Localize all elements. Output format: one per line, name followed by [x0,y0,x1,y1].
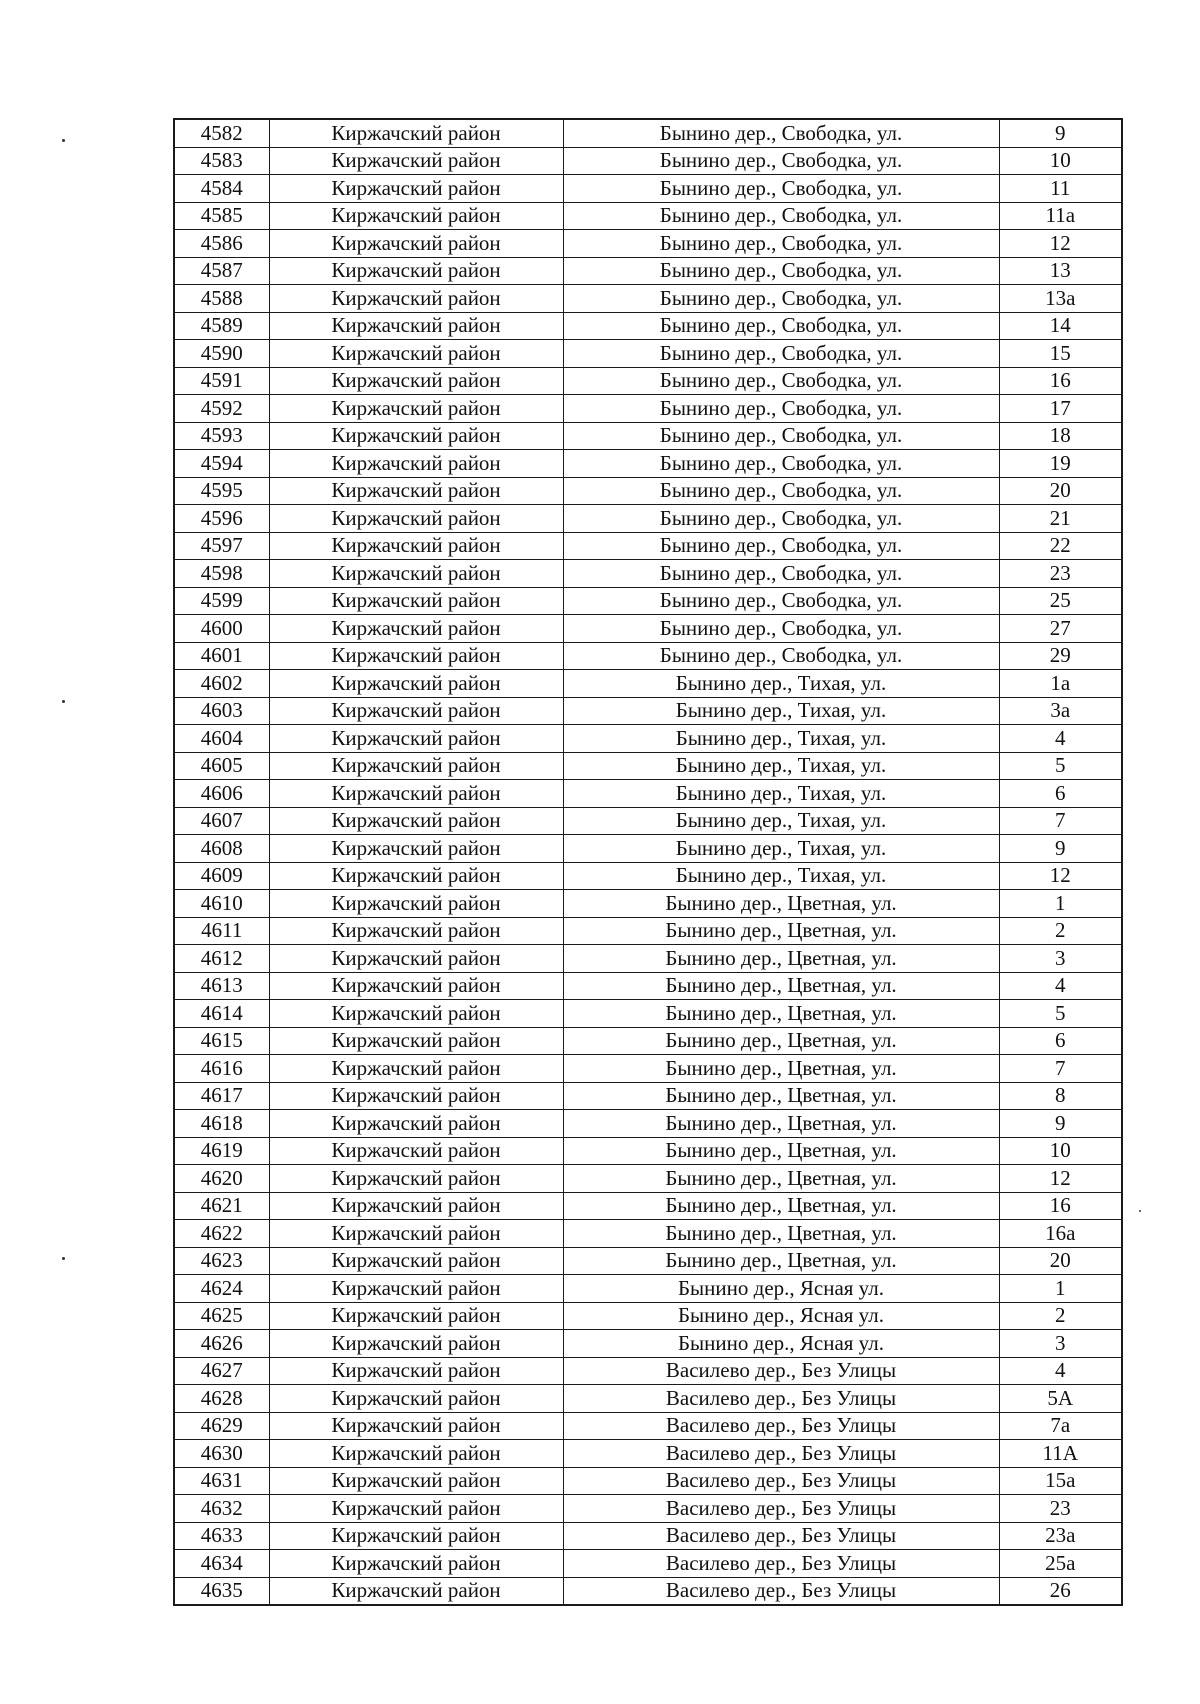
house-number-cell: 1а [999,670,1122,698]
house-number-cell: 4 [999,972,1122,1000]
row-number-cell: 4595 [174,477,269,505]
row-number-cell: 4627 [174,1357,269,1385]
table-row [174,367,1122,395]
table-row [174,1027,1122,1055]
address-cell: Бынино дер., Цветная, ул. [563,1192,999,1220]
address-cell: Бынино дер., Тихая, ул. [563,725,999,753]
table-row [174,119,1122,147]
district-cell: Киржачский район [269,1027,563,1055]
district-cell: Киржачский район [269,1357,563,1385]
district-cell: Киржачский район [269,1440,563,1468]
table-row [174,1082,1122,1110]
row-number-cell: 4624 [174,1275,269,1303]
district-cell: Киржачский район [269,422,563,450]
address-cell: Бынино дер., Свободка, ул. [563,147,999,175]
scan-speck [1139,1210,1141,1212]
address-cell: Бынино дер., Цветная, ул. [563,945,999,973]
table-row [174,422,1122,450]
house-number-cell: 1 [999,890,1122,918]
address-cell: Василево дер., Без Улицы [563,1357,999,1385]
row-number-cell: 4630 [174,1440,269,1468]
house-number-cell: 3 [999,945,1122,973]
district-cell: Киржачский район [269,945,563,973]
row-number-cell: 4590 [174,340,269,368]
table-row [174,1192,1122,1220]
house-number-cell: 12 [999,230,1122,258]
house-number-cell: 29 [999,642,1122,670]
district-cell: Киржачский район [269,862,563,890]
house-number-cell: 25 [999,587,1122,615]
address-cell: Бынино дер., Тихая, ул. [563,780,999,808]
row-number-cell: 4618 [174,1110,269,1138]
row-number-cell: 4622 [174,1220,269,1248]
house-number-cell: 22 [999,532,1122,560]
house-number-cell: 4 [999,1357,1122,1385]
house-number-cell: 17 [999,395,1122,423]
district-cell: Киржачский район [269,477,563,505]
table-row [174,835,1122,863]
table-row [174,615,1122,643]
row-number-cell: 4617 [174,1082,269,1110]
table-row [174,972,1122,1000]
table-row [174,285,1122,313]
district-cell: Киржачский район [269,972,563,1000]
table-row [174,752,1122,780]
row-number-cell: 4621 [174,1192,269,1220]
row-number-cell: 4626 [174,1330,269,1358]
table-row [174,560,1122,588]
house-number-cell: 10 [999,147,1122,175]
table-row [174,890,1122,918]
house-number-cell: 5 [999,1000,1122,1028]
table-row [174,1165,1122,1193]
address-cell: Бынино дер., Свободка, ул. [563,450,999,478]
district-cell: Киржачский район [269,587,563,615]
house-number-cell: 11 [999,175,1122,203]
house-number-cell: 11а [999,202,1122,230]
table-row [174,1000,1122,1028]
table-row [174,1247,1122,1275]
row-number-cell: 4607 [174,807,269,835]
address-cell: Бынино дер., Свободка, ул. [563,285,999,313]
district-cell: Киржачский район [269,1220,563,1248]
district-cell: Киржачский район [269,1165,563,1193]
address-cell: Бынино дер., Ясная ул. [563,1275,999,1303]
row-number-cell: 4615 [174,1027,269,1055]
house-number-cell: 20 [999,477,1122,505]
house-number-cell: 7 [999,807,1122,835]
row-number-cell: 4613 [174,972,269,1000]
house-number-cell: 10 [999,1137,1122,1165]
house-number-cell: 5 [999,752,1122,780]
row-number-cell: 4605 [174,752,269,780]
row-number-cell: 4635 [174,1577,269,1605]
table-row [174,1440,1122,1468]
district-cell: Киржачский район [269,285,563,313]
district-cell: Киржачский район [269,340,563,368]
address-cell: Бынино дер., Цветная, ул. [563,890,999,918]
house-number-cell: 16 [999,367,1122,395]
table-row [174,1467,1122,1495]
address-cell: Бынино дер., Цветная, ул. [563,1165,999,1193]
row-number-cell: 4584 [174,175,269,203]
house-number-cell: 18 [999,422,1122,450]
table-row [174,395,1122,423]
house-number-cell: 1 [999,1275,1122,1303]
address-cell: Бынино дер., Свободка, ул. [563,615,999,643]
table-row [174,1522,1122,1550]
row-number-cell: 4619 [174,1137,269,1165]
district-cell: Киржачский район [269,780,563,808]
house-number-cell: 7а [999,1412,1122,1440]
table-row [174,807,1122,835]
table-row [174,1385,1122,1413]
address-cell: Бынино дер., Свободка, ул. [563,367,999,395]
district-cell: Киржачский район [269,1577,563,1605]
house-number-cell: 14 [999,312,1122,340]
address-cell: Бынино дер., Цветная, ул. [563,1110,999,1138]
table-row [174,340,1122,368]
address-cell: Бынино дер., Свободка, ул. [563,230,999,258]
address-cell: Василево дер., Без Улицы [563,1440,999,1468]
address-cell: Бынино дер., Цветная, ул. [563,1027,999,1055]
district-cell: Киржачский район [269,230,563,258]
address-cell: Бынино дер., Свободка, ул. [563,257,999,285]
house-number-cell: 16а [999,1220,1122,1248]
address-cell: Бынино дер., Свободка, ул. [563,505,999,533]
house-number-cell: 12 [999,862,1122,890]
address-cell: Бынино дер., Свободка, ул. [563,642,999,670]
address-cell: Бынино дер., Свободка, ул. [563,587,999,615]
district-cell: Киржачский район [269,147,563,175]
address-cell: Бынино дер., Свободка, ул. [563,202,999,230]
table-row [174,230,1122,258]
house-number-cell: 5А [999,1385,1122,1413]
table-row [174,1137,1122,1165]
row-number-cell: 4602 [174,670,269,698]
table-row [174,532,1122,560]
house-number-cell: 8 [999,1082,1122,1110]
table-row [174,147,1122,175]
house-number-cell: 2 [999,917,1122,945]
address-cell: Бынино дер., Цветная, ул. [563,972,999,1000]
table-row [174,862,1122,890]
row-number-cell: 4603 [174,697,269,725]
table-row [174,1412,1122,1440]
district-cell: Киржачский район [269,312,563,340]
address-cell: Бынино дер., Свободка, ул. [563,477,999,505]
house-number-cell: 3 [999,1330,1122,1358]
row-number-cell: 4582 [174,119,269,147]
table-row [174,1055,1122,1083]
address-cell: Василево дер., Без Улицы [563,1495,999,1523]
row-number-cell: 4620 [174,1165,269,1193]
district-cell: Киржачский район [269,807,563,835]
house-number-cell: 13 [999,257,1122,285]
district-cell: Киржачский район [269,175,563,203]
address-cell: Бынино дер., Свободка, ул. [563,422,999,450]
district-cell: Киржачский район [269,1137,563,1165]
district-cell: Киржачский район [269,890,563,918]
house-number-cell: 9 [999,119,1122,147]
house-number-cell: 4 [999,725,1122,753]
house-number-cell: 25а [999,1550,1122,1578]
district-cell: Киржачский район [269,367,563,395]
house-number-cell: 23 [999,1495,1122,1523]
address-cell: Бынино дер., Ясная ул. [563,1302,999,1330]
address-cell: Бынино дер., Тихая, ул. [563,862,999,890]
row-number-cell: 4609 [174,862,269,890]
row-number-cell: 4606 [174,780,269,808]
row-number-cell: 4614 [174,1000,269,1028]
table-row [174,477,1122,505]
house-number-cell: 6 [999,1027,1122,1055]
house-number-cell: 9 [999,835,1122,863]
table-row [174,780,1122,808]
district-cell: Киржачский район [269,615,563,643]
house-number-cell: 13а [999,285,1122,313]
row-number-cell: 4597 [174,532,269,560]
address-cell: Бынино дер., Тихая, ул. [563,697,999,725]
address-cell: Василево дер., Без Улицы [563,1577,999,1605]
district-cell: Киржачский район [269,257,563,285]
row-number-cell: 4593 [174,422,269,450]
address-cell: Бынино дер., Свободка, ул. [563,532,999,560]
row-number-cell: 4612 [174,945,269,973]
row-number-cell: 4598 [174,560,269,588]
table-row [174,945,1122,973]
district-cell: Киржачский район [269,752,563,780]
table-row [174,670,1122,698]
address-cell: Бынино дер., Свободка, ул. [563,560,999,588]
table-row [174,1357,1122,1385]
district-cell: Киржачский район [269,917,563,945]
address-cell: Василево дер., Без Улицы [563,1385,999,1413]
table-row [174,725,1122,753]
table-row [174,450,1122,478]
address-table-body [174,119,1122,1605]
row-number-cell: 4634 [174,1550,269,1578]
address-cell: Бынино дер., Цветная, ул. [563,1247,999,1275]
house-number-cell: 19 [999,450,1122,478]
district-cell: Киржачский район [269,1192,563,1220]
district-cell: Киржачский район [269,1467,563,1495]
district-cell: Киржачский район [269,395,563,423]
district-cell: Киржачский район [269,725,563,753]
district-cell: Киржачский район [269,1055,563,1083]
row-number-cell: 4589 [174,312,269,340]
house-number-cell: 9 [999,1110,1122,1138]
table-row [174,1220,1122,1248]
house-number-cell: 6 [999,780,1122,808]
district-cell: Киржачский район [269,1302,563,1330]
house-number-cell: 21 [999,505,1122,533]
table-row [174,587,1122,615]
table-row [174,1495,1122,1523]
district-cell: Киржачский район [269,1000,563,1028]
house-number-cell: 16 [999,1192,1122,1220]
district-cell: Киржачский район [269,1550,563,1578]
table-row [174,1275,1122,1303]
address-cell: Бынино дер., Цветная, ул. [563,1220,999,1248]
district-cell: Киржачский район [269,1385,563,1413]
scan-speck [62,700,65,703]
address-cell: Бынино дер., Цветная, ул. [563,1055,999,1083]
district-cell: Киржачский район [269,1082,563,1110]
address-cell: Бынино дер., Цветная, ул. [563,1137,999,1165]
row-number-cell: 4585 [174,202,269,230]
row-number-cell: 4594 [174,450,269,478]
row-number-cell: 4592 [174,395,269,423]
address-cell: Бынино дер., Ясная ул. [563,1330,999,1358]
row-number-cell: 4628 [174,1385,269,1413]
address-cell: Василево дер., Без Улицы [563,1412,999,1440]
table-row [174,1110,1122,1138]
table-row [174,175,1122,203]
house-number-cell: 23а [999,1522,1122,1550]
house-number-cell: 20 [999,1247,1122,1275]
district-cell: Киржачский район [269,697,563,725]
table-row [174,1330,1122,1358]
address-cell: Василево дер., Без Улицы [563,1467,999,1495]
row-number-cell: 4632 [174,1495,269,1523]
district-cell: Киржачский район [269,202,563,230]
scan-speck [62,139,65,142]
address-cell: Бынино дер., Тихая, ул. [563,670,999,698]
row-number-cell: 4631 [174,1467,269,1495]
house-number-cell: 15а [999,1467,1122,1495]
row-number-cell: 4591 [174,367,269,395]
address-cell: Бынино дер., Цветная, ул. [563,1082,999,1110]
house-number-cell: 12 [999,1165,1122,1193]
row-number-cell: 4611 [174,917,269,945]
address-cell: Бынино дер., Свободка, ул. [563,175,999,203]
district-cell: Киржачский район [269,450,563,478]
table-row [174,505,1122,533]
district-cell: Киржачский район [269,1275,563,1303]
district-cell: Киржачский район [269,119,563,147]
house-number-cell: 15 [999,340,1122,368]
address-cell: Бынино дер., Тихая, ул. [563,835,999,863]
district-cell: Киржачский район [269,1522,563,1550]
address-cell: Василево дер., Без Улицы [563,1522,999,1550]
district-cell: Киржачский район [269,1330,563,1358]
house-number-cell: 26 [999,1577,1122,1605]
table-row [174,642,1122,670]
address-cell: Бынино дер., Тихая, ул. [563,807,999,835]
row-number-cell: 4588 [174,285,269,313]
address-cell: Бынино дер., Тихая, ул. [563,752,999,780]
district-cell: Киржачский район [269,505,563,533]
table-row [174,1302,1122,1330]
house-number-cell: 11А [999,1440,1122,1468]
address-cell: Бынино дер., Свободка, ул. [563,340,999,368]
district-cell: Киржачский район [269,560,563,588]
row-number-cell: 4616 [174,1055,269,1083]
table-row [174,697,1122,725]
address-cell: Бынино дер., Свободка, ул. [563,395,999,423]
table-row [174,1577,1122,1605]
row-number-cell: 4601 [174,642,269,670]
district-cell: Киржачский район [269,532,563,560]
row-number-cell: 4583 [174,147,269,175]
row-number-cell: 4586 [174,230,269,258]
district-cell: Киржачский район [269,835,563,863]
district-cell: Киржачский район [269,1247,563,1275]
district-cell: Киржачский район [269,670,563,698]
district-cell: Киржачский район [269,642,563,670]
address-cell: Василево дер., Без Улицы [563,1550,999,1578]
house-number-cell: 7 [999,1055,1122,1083]
table-row [174,257,1122,285]
table-row [174,312,1122,340]
district-cell: Киржачский район [269,1110,563,1138]
row-number-cell: 4596 [174,505,269,533]
table-row [174,917,1122,945]
address-cell: Бынино дер., Свободка, ул. [563,312,999,340]
district-cell: Киржачский район [269,1495,563,1523]
row-number-cell: 4599 [174,587,269,615]
address-cell: Бынино дер., Цветная, ул. [563,1000,999,1028]
house-number-cell: 2 [999,1302,1122,1330]
table-row [174,202,1122,230]
address-table [173,118,1123,1606]
row-number-cell: 4629 [174,1412,269,1440]
house-number-cell: 23 [999,560,1122,588]
row-number-cell: 4604 [174,725,269,753]
row-number-cell: 4625 [174,1302,269,1330]
row-number-cell: 4600 [174,615,269,643]
row-number-cell: 4608 [174,835,269,863]
house-number-cell: 3а [999,697,1122,725]
row-number-cell: 4623 [174,1247,269,1275]
address-cell: Бынино дер., Свободка, ул. [563,119,999,147]
row-number-cell: 4633 [174,1522,269,1550]
row-number-cell: 4610 [174,890,269,918]
house-number-cell: 27 [999,615,1122,643]
address-cell: Бынино дер., Цветная, ул. [563,917,999,945]
row-number-cell: 4587 [174,257,269,285]
table-row [174,1550,1122,1578]
district-cell: Киржачский район [269,1412,563,1440]
scan-speck [62,1257,65,1260]
